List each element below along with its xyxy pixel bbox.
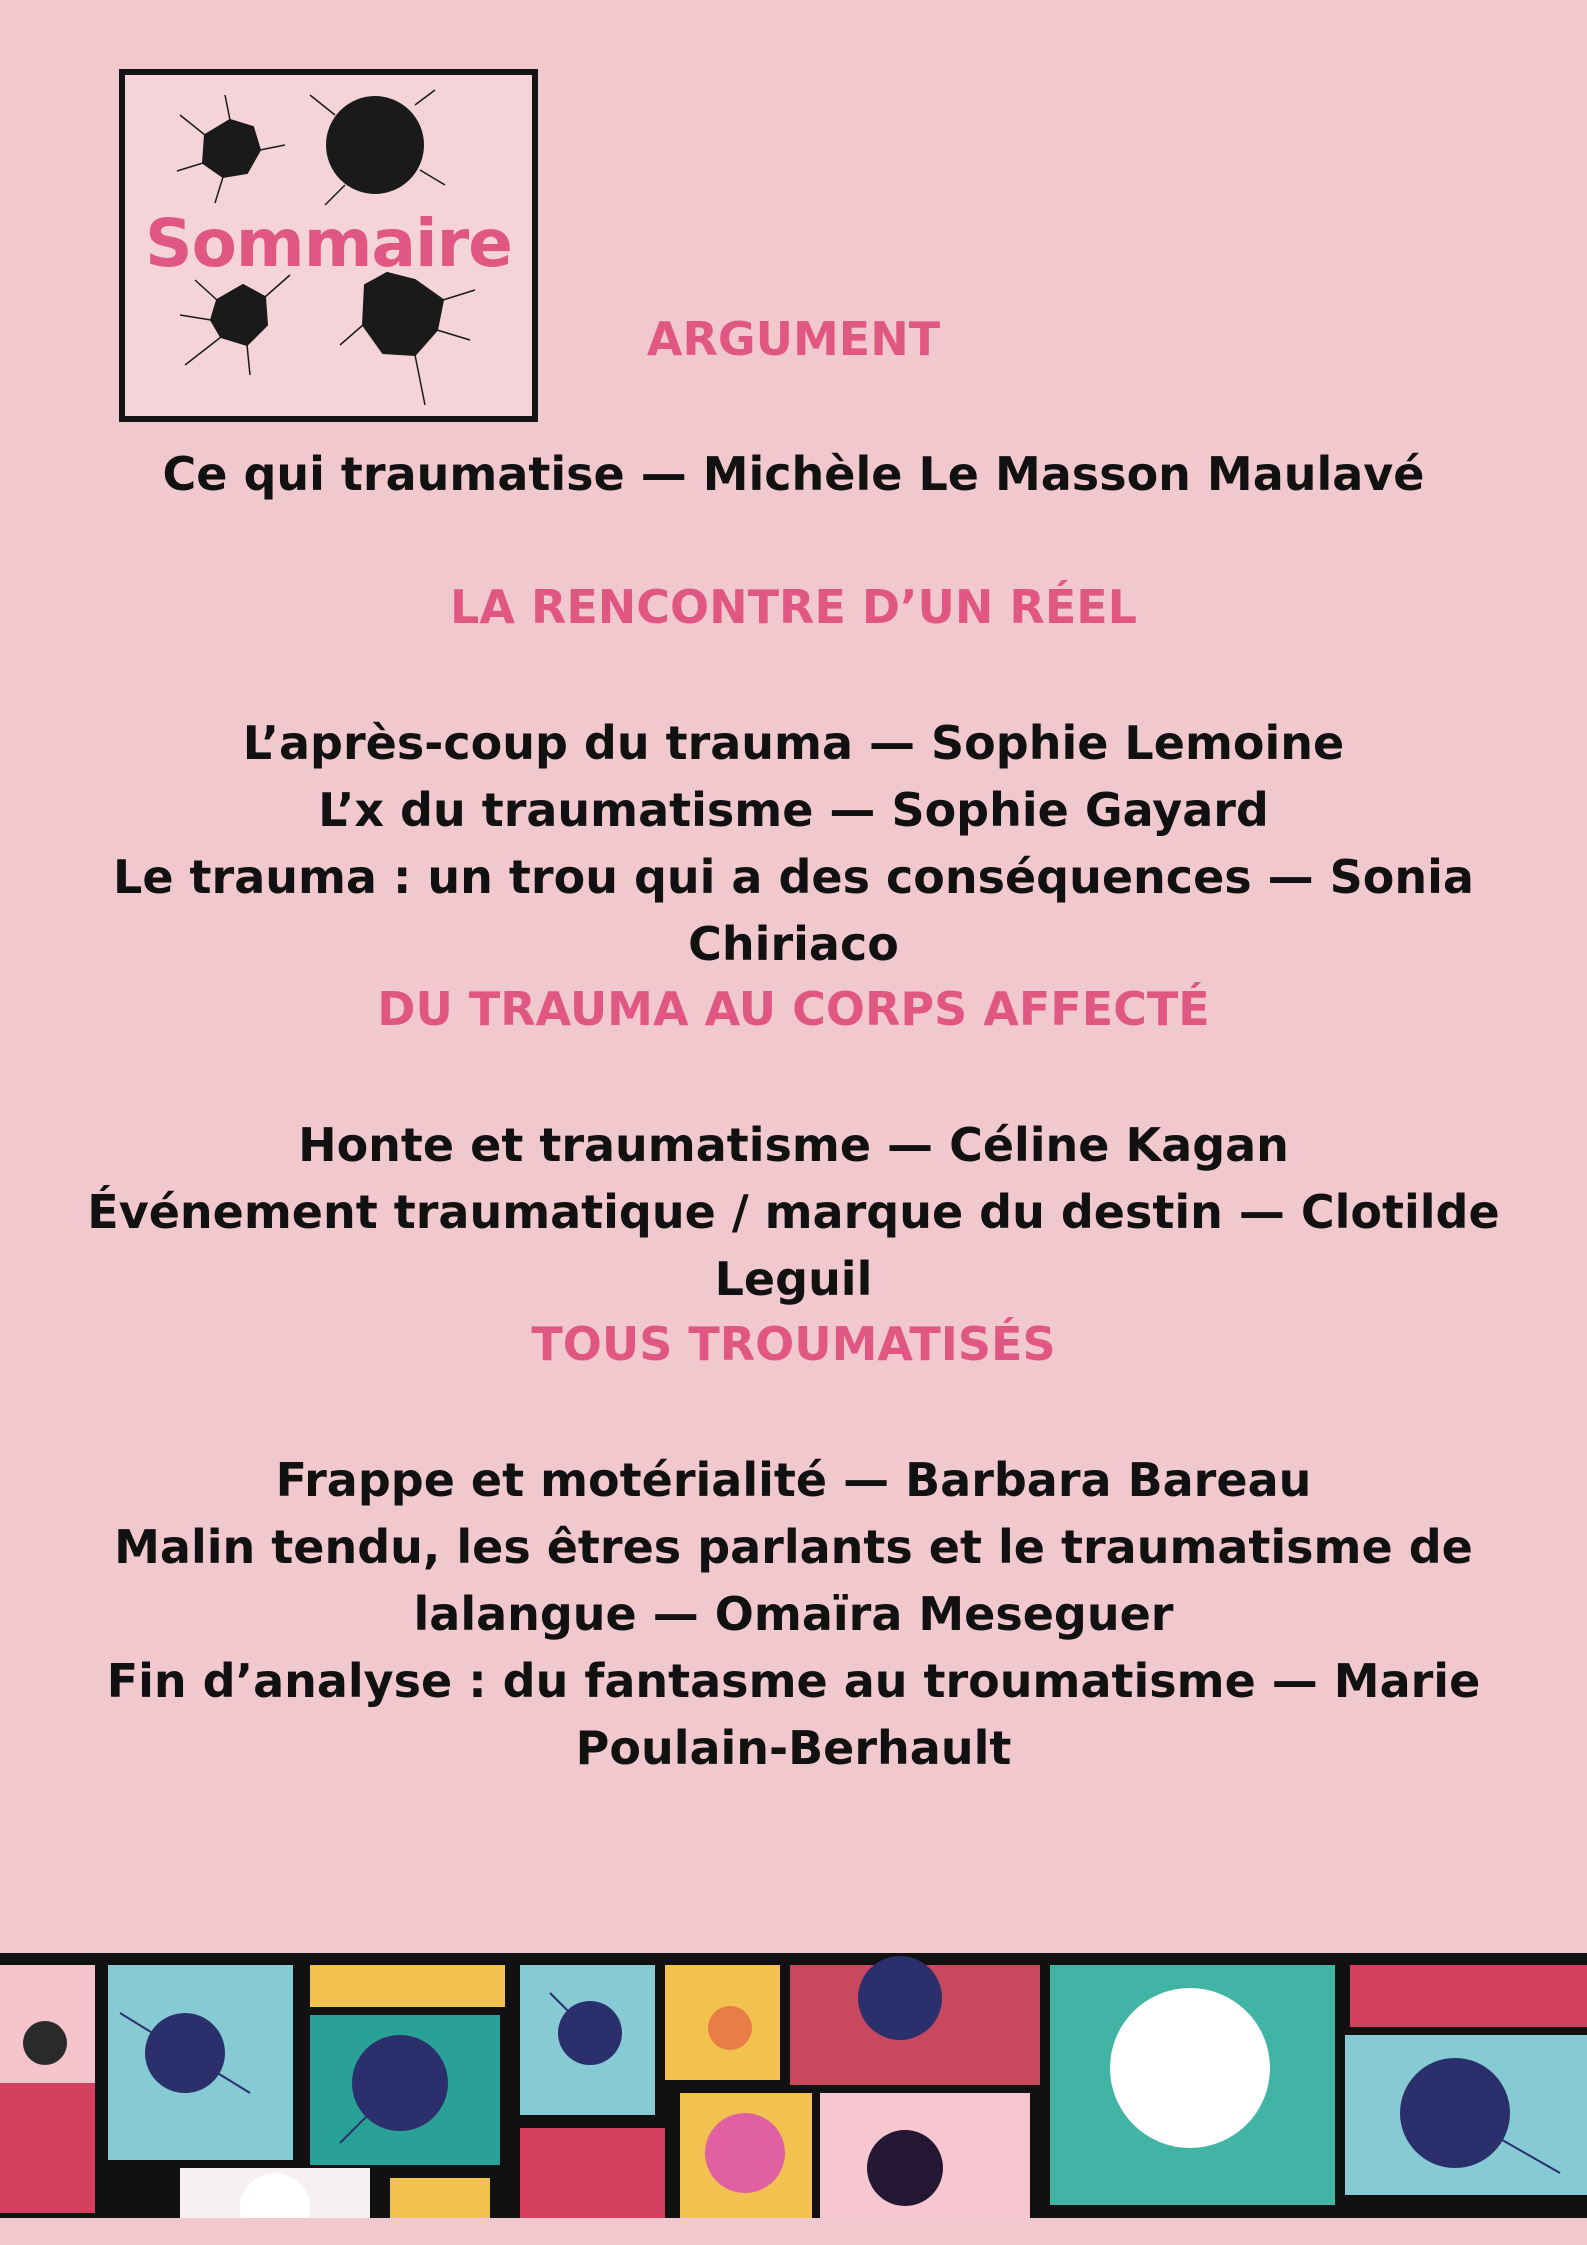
- toc-entry: L’après-coup du trauma — Sophie Lemoine: [242, 716, 1345, 770]
- toc-entry: Événement traumatique / marque du destin — Clotilde Leguil: [87, 1185, 1500, 1306]
- page-title: Sommaire: [145, 205, 512, 282]
- toc-entry: Malin tendu, les êtres parlants et le traumatisme de lalangue — Omaïra Meseguer: [114, 1520, 1473, 1641]
- section-title-argument: ARGUMENT: [646, 312, 941, 366]
- toc-entry: L’x du traumatisme — Sophie Gayard: [318, 783, 1269, 837]
- toc-entry: Le trauma : un trou qui a des conséquences — Sonia Chiriaco: [113, 850, 1474, 971]
- section-title-troumatises: TOUS TROUMATISÉS: [531, 1317, 1056, 1371]
- section-title-corps: DU TRAUMA AU CORPS AFFECTÉ: [377, 982, 1210, 1036]
- toc-entry: Frappe et motérialité — Barbara Bareau: [275, 1453, 1312, 1507]
- toc-entry: Ce qui traumatise — Michèle Le Masson Maulavé: [162, 447, 1425, 501]
- decorative-banner: [0, 1953, 1587, 2218]
- toc-entry: Fin d’analyse : du fantasme au troumatisme — Marie Poulain-Berhault: [106, 1654, 1481, 1775]
- toc-entry: Honte et traumatisme — Céline Kagan: [298, 1118, 1289, 1172]
- section-title-rencontre: LA RENCONTRE D’UN RÉEL: [450, 580, 1137, 634]
- cracked-hole-icon: [0, 1953, 1587, 2218]
- sommaire-logo: [119, 69, 538, 422]
